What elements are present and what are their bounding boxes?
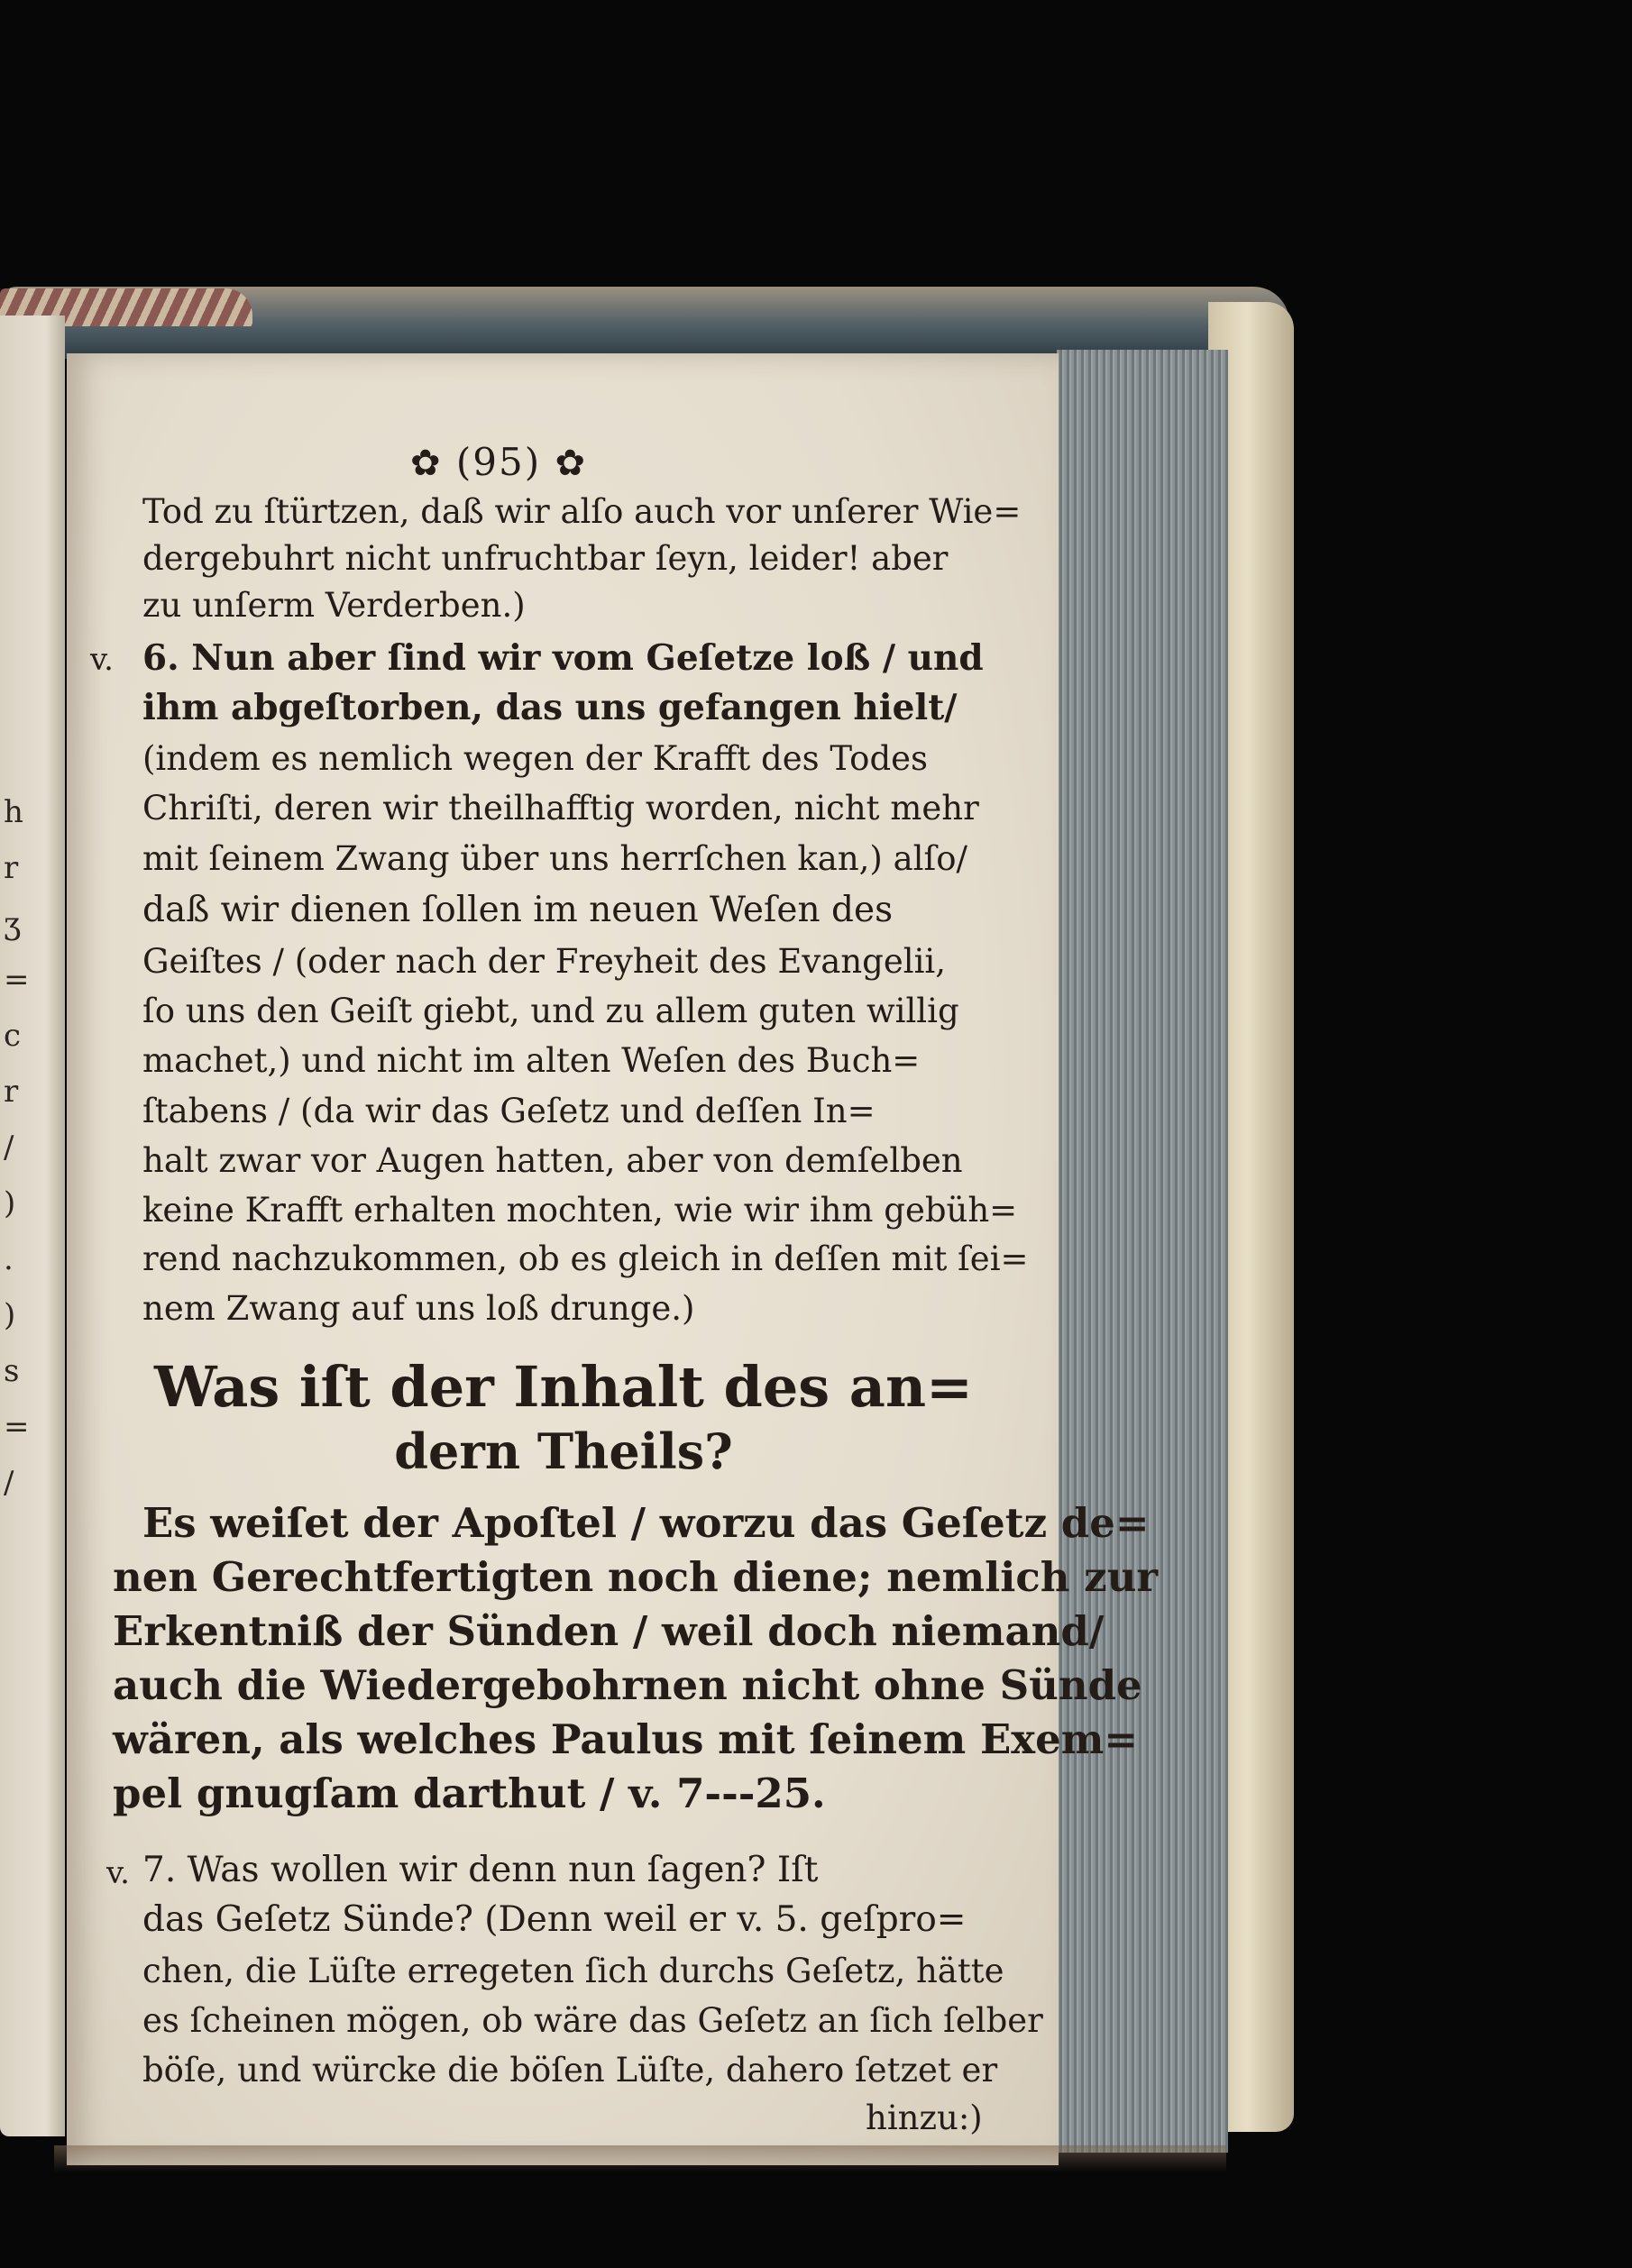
text-line: daß wir dienen ſollen im neuen Weſen des bbox=[142, 890, 894, 930]
section-heading-line: Was iſt der Inhalt des an= bbox=[154, 1354, 973, 1420]
text-line: chen, die Lüſte erregeten ſich durchs Geſetz, hätte bbox=[142, 1952, 1004, 1990]
text-line: keine Krafft erhalten mochten, wie wir ihm gebüh= bbox=[142, 1191, 1018, 1230]
left-margin-char: ) bbox=[4, 1185, 16, 1221]
left-margin-char: ) bbox=[4, 1297, 16, 1333]
left-margin-char: r bbox=[4, 850, 19, 886]
page-header bbox=[410, 440, 587, 484]
left-margin-char: = bbox=[4, 962, 30, 998]
left-margin-char: ʒ bbox=[4, 906, 22, 942]
text-line: machet,) und nicht im alten Weſen des Buch= bbox=[142, 1041, 921, 1080]
text-line: zu unſerm Verderben.) bbox=[142, 586, 526, 625]
verse-marker: v. bbox=[90, 642, 114, 678]
answer-line: Es weiſet der Apoſtel / worzu das Geſetz de= bbox=[142, 1499, 1150, 1547]
answer-line: pel gnugſam darthut / v. 7---25. bbox=[113, 1770, 826, 1817]
text-line: Tod zu ſtürtzen, daß wir alſo auch vor unſerer Wie= bbox=[142, 492, 1022, 531]
catchword: hinzu:) bbox=[866, 2099, 983, 2137]
text-line: ihm abgeſtorben, das uns gefangen hielt/ bbox=[142, 687, 958, 728]
text-line: (indem es nemlich wegen der Krafft des Todes bbox=[142, 739, 929, 778]
ornament-icon: ✿ bbox=[555, 443, 587, 484]
text-line: ſtabens / (da wir das Geſetz und deſſen In= bbox=[142, 1092, 876, 1130]
answer-line: nen Gerechtfertigten noch diene; nemlich zur bbox=[113, 1553, 1159, 1601]
left-margin-char: h bbox=[4, 794, 23, 830]
text-line: mit ſeinem Zwang über uns herrſchen kan,) alſo/ bbox=[142, 839, 967, 878]
verse-marker: v. bbox=[106, 1855, 130, 1891]
answer-line: Erkentniß der Sünden / weil doch niemand/ bbox=[113, 1607, 1105, 1655]
left-margin-char: / bbox=[4, 1129, 14, 1166]
left-margin-char: / bbox=[4, 1465, 14, 1501]
text-line: halt zwar vor Augen hatten, aber von demſelben bbox=[142, 1141, 963, 1180]
text-line: das Geſetz Sünde? (Denn weil er v. 5. geſpro= bbox=[142, 1899, 967, 1940]
left-margin-char: r bbox=[4, 1074, 19, 1110]
text-line: 6. Nun aber ſind wir vom Geſetze loß / und bbox=[142, 637, 984, 679]
text-line: 7. Was wollen wir denn nun ſagen? Iſt bbox=[142, 1850, 819, 1890]
ornament-icon: ✿ bbox=[410, 443, 443, 484]
section-heading-line: dern Theils? bbox=[394, 1422, 733, 1480]
answer-line: auch die Wiedergebohrnen nicht ohne Sünde bbox=[113, 1661, 1142, 1709]
text-line: es ſcheinen mögen, ob wäre das Geſetz an ſich ſelber bbox=[142, 2001, 1043, 2040]
text-line: rend nachzukommen, ob es gleich in deſſen mit ſei= bbox=[142, 1239, 1029, 1278]
left-margin-char: = bbox=[4, 1409, 30, 1445]
text-line: ſo uns den Geiſt giebt, und zu allem guten willig bbox=[142, 992, 959, 1030]
text-line: Geiſtes / (oder nach der Freyheit des Evangelii, bbox=[142, 942, 947, 981]
left-margin-char: . bbox=[4, 1241, 14, 1277]
text-line: böſe, und würcke die böſen Lüſte, dahero ſetzet er bbox=[142, 2051, 998, 2090]
text-line: dergebuhrt nicht unfruchtbar ſeyn, leider! aber bbox=[142, 539, 949, 578]
answer-line: wären, als welches Paulus mit ſeinem Exem= bbox=[113, 1715, 1139, 1763]
left-margin-char: s bbox=[4, 1353, 20, 1389]
left-margin-char: c bbox=[4, 1018, 22, 1054]
text-line: nem Zwang auf uns loß drunge.) bbox=[142, 1289, 695, 1328]
text-line: Chriſti, deren wir theilhafftig worden, nicht mehr bbox=[142, 789, 979, 828]
page-number: (95) bbox=[455, 440, 542, 484]
